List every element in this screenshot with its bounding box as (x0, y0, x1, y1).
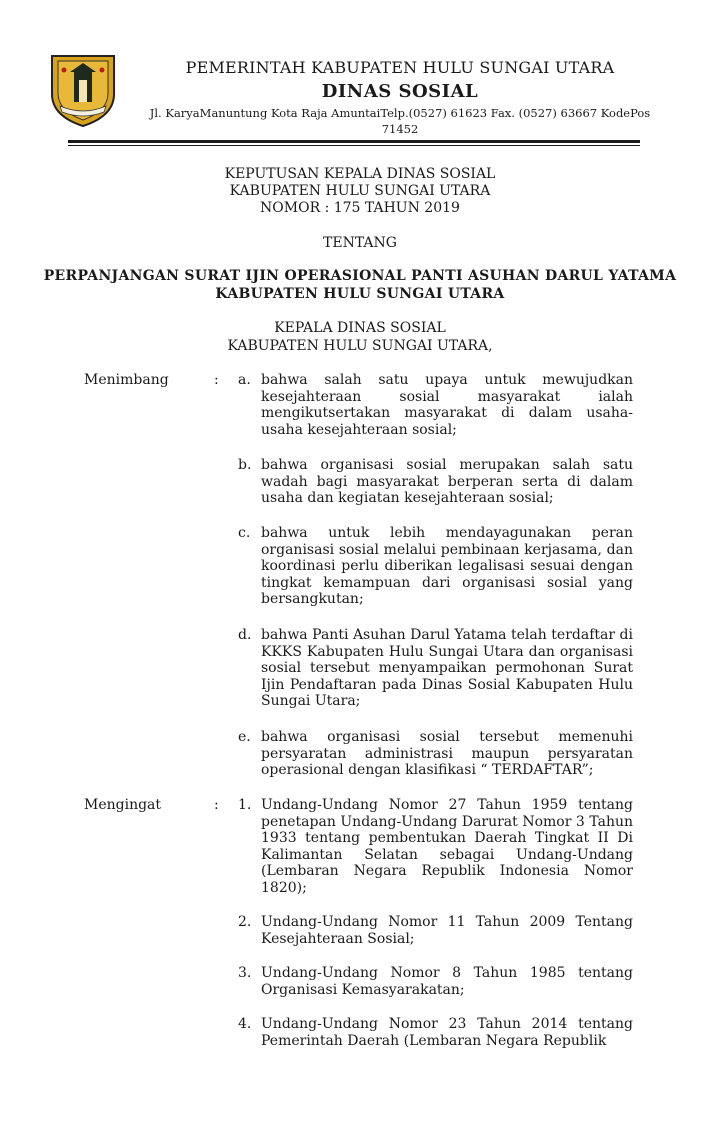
section-label-mengingat: Mengingat (84, 797, 162, 813)
official-region: KABUPATEN HULU SUNGAI UTARA, (227, 338, 493, 354)
section-label-menimbang: Menimbang (84, 372, 169, 388)
decree-number: NOMOR : 175 TAHUN 2019 (260, 200, 460, 216)
list-item (238, 914, 633, 947)
list-item (238, 729, 633, 779)
decree-about: TENTANG (323, 235, 397, 251)
list-item-marker: e. (238, 729, 251, 745)
list-item (238, 797, 633, 896)
list-item-marker: 2. (238, 914, 252, 930)
list-item-text: Undang-Undang Nomor 27 Tahun 1959 tentang penetapan Undang-Undang Darurat Nomor 3 Tahun 1933 tentang pembentukan Daerah Tingkat II Di Kalimantan Selatan sebagai Undang-Undang (Lembaran Negara Republik Indonesia Nomor 1820); (261, 797, 633, 896)
letterhead-address: Jl. KaryaManuntung Kota Raja AmuntaiTelp.(0527) 61623 Fax. (0527) 63667 KodePos (149, 106, 651, 120)
list-item-text: Undang-Undang Nomor 11 Tahun 2009 Tentang Kesejahteraan Sosial; (261, 914, 633, 947)
list-item-marker: a. (238, 372, 251, 388)
list-item-text: Undang-Undang Nomor 23 Tahun 2014 tentang Pemerintah Daerah (Lembaran Negara Republik (261, 1016, 633, 1049)
letterhead-government: PEMERINTAH KABUPATEN HULU SUNGAI UTARA (185, 58, 615, 77)
letterhead-rule-thick (68, 140, 640, 143)
list-item-text: bahwa organisasi sosial merupakan salah satu wadah bagi masyarakat berperan serta di dalam usaha dan kegiatan kesejahteraan sosial; (261, 457, 633, 506)
list-item (238, 1016, 633, 1049)
list-item-marker: c. (238, 525, 251, 541)
list-item-text: bahwa organisasi sosial tersebut memenuhi persyaratan administrasi maupun persyaratan operasional dengan klasifikasi “ TERDAFTAR”; (261, 729, 633, 778)
decree-title: KEPUTUSAN KEPALA DINAS SOSIAL (224, 166, 496, 182)
list-item (238, 965, 633, 998)
letterhead-postcode: 71452 (381, 122, 419, 136)
letterhead-rule-thin (68, 145, 640, 146)
list-item-marker: 4. (238, 1016, 252, 1032)
list-item-marker: 1. (238, 797, 252, 813)
decree-subject: PERPANJANGAN SURAT IJIN OPERASIONAL PANTI ASUHAN DARUL YATAMA (43, 268, 677, 284)
list-item-text: bahwa untuk lebih mendayagunakan peran organisasi sosial melalui pembinaan kerjasama, dan koordinasi perlu diberikan legalisasi sesuai dengan tingkat kemampuan dari organisasi sosial yang bersangkutan; (261, 525, 633, 607)
list-item-marker: 3. (238, 965, 252, 981)
list-item-marker: b. (238, 457, 252, 473)
list-item-text: bahwa Panti Asuhan Darul Yatama telah terdaftar di KKKS Kabupaten Hulu Sungai Utara dan organisasi sosial tersebut menyampaikan permohonan Surat Ijin Pendaftaran pada Dinas Sosial Kabupaten Hulu Sungai Utara; (261, 627, 633, 709)
list-item-marker: d. (238, 627, 252, 643)
list-item (238, 525, 633, 608)
decree-subject-region: KABUPATEN HULU SUNGAI UTARA (215, 286, 505, 302)
letterhead-office: DINAS SOSIAL (321, 81, 479, 102)
list-item (238, 457, 633, 507)
section-colon: : (214, 797, 219, 813)
list-item (238, 372, 633, 438)
decree-region: KABUPATEN HULU SUNGAI UTARA (229, 183, 491, 199)
list-item-text: bahwa salah satu upaya untuk mewujudkan kesejahteraan sosial masyarakat ialah mengikutsertakan masyarakat di dalam usaha-usaha kesejahteraan sosial; (261, 372, 633, 438)
list-item-text: Undang-Undang Nomor 8 Tahun 1985 tentang Organisasi Kemasyarakatan; (261, 965, 633, 998)
list-item (238, 627, 633, 710)
official-title: KEPALA DINAS SOSIAL (274, 320, 446, 336)
regency-emblem-icon (44, 50, 122, 130)
section-colon: : (214, 372, 219, 388)
